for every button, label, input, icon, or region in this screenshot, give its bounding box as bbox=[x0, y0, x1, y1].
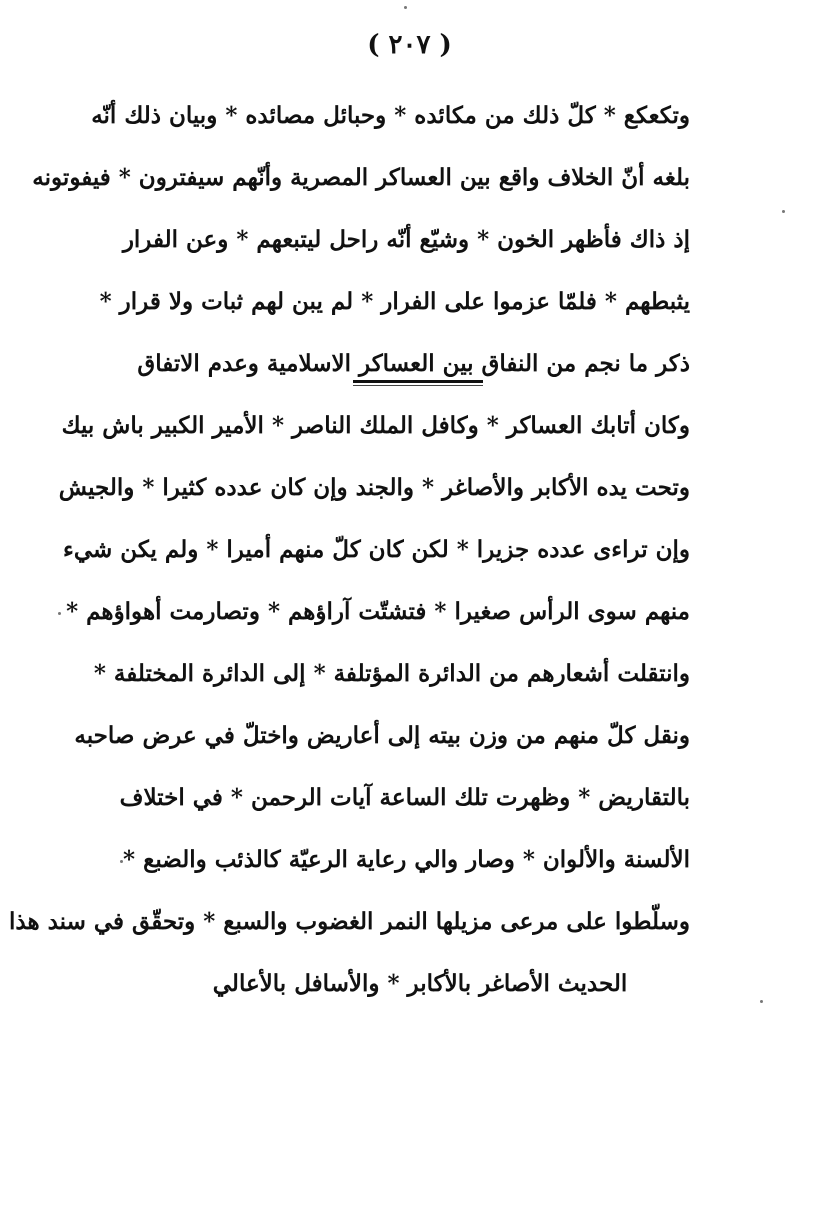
text-line: وإن تراءى عدده جزيرا * لكن كان كلّ منهم أميرا * ولم يكن شيء bbox=[63, 536, 690, 563]
text-line: بالتقاريض * وظهرت تلك الساعة آيات الرحمن * في اختلاف bbox=[119, 784, 690, 811]
scan-speck bbox=[760, 1000, 763, 1003]
text-line: ونقل كلّ منهم من وزن بيته إلى أعاريض واختلّ في عرض صاحبه bbox=[74, 722, 690, 749]
text-line: الحديث الأصاغر بالأكابر * والأسافل بالأعالي bbox=[212, 970, 628, 997]
text-line: وتحت يده الأكابر والأصاغر * والجند وإن كان عدده كثيرا * والجيش bbox=[58, 474, 690, 501]
section-heading: ذكر ما نجم من النفاق بين العساكر الاسلامية وعدم الاتفاق bbox=[137, 350, 690, 377]
text-line: بلغه أنّ الخلاف واقع بين العساكر المصرية وأنّهم سيفترون * فيفوتونه bbox=[32, 164, 690, 191]
text-line: إذ ذاك فأظهر الخون * وشيّع أنّه راحل ليتبعهم * وعن الفرار bbox=[122, 226, 690, 253]
text-line: يثبطهم * فلمّا عزموا على الفرار * لم يبن لهم ثبات ولا قرار * bbox=[99, 288, 690, 315]
text-line: منهم سوى الرأس صغيرا * فتشتّت آراؤهم * وتصارمت أهواؤهم * bbox=[66, 598, 690, 625]
scan-speck bbox=[120, 860, 123, 863]
scan-speck bbox=[782, 210, 785, 213]
text-line: وتكعكع * كلّ ذلك من مكائده * وحبائل مصائده * وبيان ذلك أنّه bbox=[91, 102, 690, 129]
text-line: وسلّطوا على مرعى مزيلها النمر الغضوب والسبع * وتحقّق في سند هذا bbox=[8, 908, 690, 935]
scan-speck bbox=[404, 6, 407, 9]
text-line: وكان أتابك العساكر * وكافل الملك الناصر * الأمير الكبير باش بيك bbox=[61, 412, 690, 439]
scan-speck bbox=[58, 612, 61, 615]
text-line: الألسنة والألوان * وصار والي رعاية الرعيّة كالذئب والضبع * bbox=[123, 846, 690, 873]
text-line: وانتقلت أشعارهم من الدائرة المؤتلفة * إلى الدائرة المختلفة * bbox=[93, 660, 690, 687]
page-number: ( ٢٠٧ ) bbox=[367, 30, 452, 60]
text-body bbox=[8, 85, 690, 1015]
